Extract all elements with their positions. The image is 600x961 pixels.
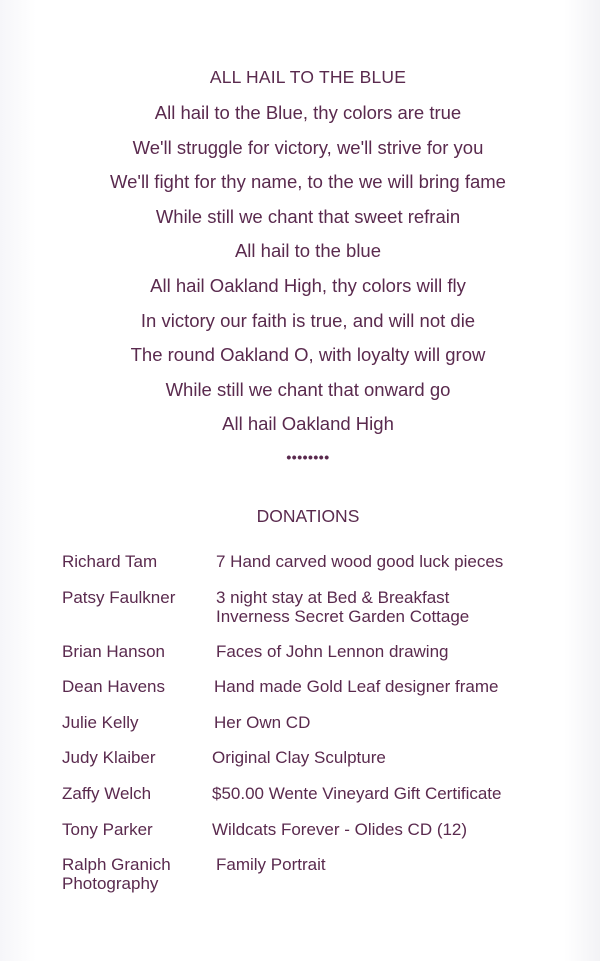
donation-item: Her Own CD — [214, 713, 311, 732]
lyric-line: In victory our faith is true, and will not die — [140, 309, 476, 331]
lyric-line: We'll fight for thy name, to the we will bring fame — [110, 171, 506, 193]
donor-name: Richard Tam — [62, 552, 158, 571]
lyric-line: All hail to the blue — [234, 240, 382, 262]
anthem-lyrics — [0, 100, 600, 446]
donor-name: Tony Parker — [62, 820, 153, 839]
donor-name: Julie Kelly — [62, 713, 139, 732]
donor-name: Patsy Faulkner — [62, 588, 176, 607]
donor-name-line: Photography — [62, 874, 159, 893]
donor-name: Zaffy Welch — [62, 784, 152, 803]
lyric-line: While still we chant that sweet refrain — [155, 205, 461, 227]
lyric-line: All hail Oakland High — [222, 413, 394, 435]
lyric-line: The round Oakland O, with loyalty will grow — [130, 344, 486, 366]
donation-item-line: 3 night stay at Bed & Breakfast — [216, 588, 450, 607]
donations-title: DONATIONS — [256, 506, 360, 526]
anthem-title: ALL HAIL TO THE BLUE — [209, 67, 407, 87]
donor-name: Dean Havens — [62, 677, 166, 696]
donor-name: Judy Klaiber — [62, 748, 156, 767]
donation-item: Wildcats Forever - Olides CD (12) — [212, 820, 468, 839]
donation-item: Faces of John Lennon drawing — [216, 642, 449, 661]
donation-item: $50.00 Wente Vineyard Gift Certificate — [212, 784, 502, 803]
donation-item: Original Clay Sculpture — [212, 748, 386, 767]
donation-item: Hand made Gold Leaf designer frame — [214, 677, 499, 696]
donation-item — [216, 588, 596, 626]
lyric-line: All hail to the Blue, thy colors are true — [154, 102, 462, 123]
donation-item-line: Inverness Secret Garden Cottage — [216, 607, 470, 626]
donor-name: Brian Hanson — [62, 642, 166, 661]
donor-name-line: Ralph Granich — [62, 855, 171, 874]
lyric-line: All hail Oakland High, thy colors will fly — [150, 274, 466, 296]
donation-item: 7 Hand carved wood good luck pieces — [216, 552, 504, 571]
donor-name — [62, 855, 212, 893]
donation-item: Family Portrait — [216, 855, 326, 874]
section-separator: •••••••• — [286, 449, 330, 465]
lyric-line: We'll struggle for victory, we'll strive for you — [132, 136, 484, 158]
lyric-line: While still we chant that onward go — [165, 378, 451, 400]
